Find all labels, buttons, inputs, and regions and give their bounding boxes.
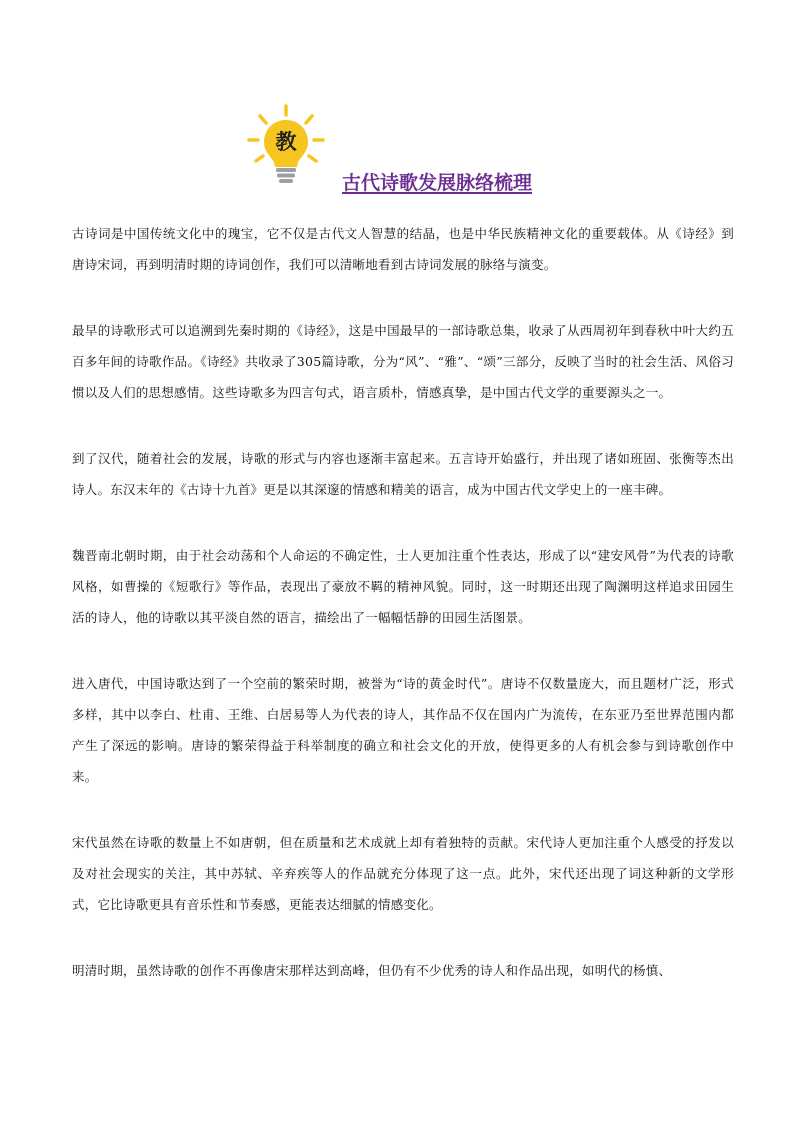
paragraph-song: 宋代虽然在诗歌的数量上不如唐朝，但在质量和艺术成就上却有着独特的贡献。宋代诗人更加注重个人感受的抒发以及对社会现实的关注，其中苏轼、辛弃疾等人的作品就充分体现了这一点。此外，宋代还出现了词这种新的文学形式，它比诗歌更具有音乐性和节奏感，更能表达细腻的情感变化。: [72, 835, 734, 912]
paragraph-wei-jin: 魏晋南北朝时期，由于社会动荡和个人命运的不确定性，士人更加注重个性表达，形成了以“建安风骨”为代表的诗歌风格，如曹操的《短歌行》等作品，表现出了豪放不羁的精神风貌。同时，这一时期还出现了陶渊明这样追求田园生活的诗人，他的诗歌以其平淡自然的语言，描绘出了一幅幅恬静的田园生活图景。: [72, 548, 734, 625]
paragraph-tang: 进入唐代，中国诗歌达到了一个空前的繁荣时期，被誉为“诗的黄金时代”。唐诗不仅数量庞大，而且题材广泛，形式多样，其中以李白、杜甫、王维、白居易等人为代表的诗人，其作品不仅在国内广为流传，在东亚乃至世界范围内都产生了深远的影响。唐诗的繁荣得益于科举制度的确立和社会文化的开放，使得更多的人有机会参与到诗歌创作中来。: [72, 676, 734, 784]
paragraph-intro: 古诗词是中国传统文化中的瑰宝，它不仅是古代文人智慧的结晶，也是中华民族精神文化的重要载体。从《诗经》到唐诗宋词，再到明清时期的诗词创作，我们可以清晰地看到古诗词发展的脉络与演变。: [72, 226, 734, 272]
paragraph-ming-qing: 明清时期，虽然诗歌的创作不再像唐宋那样达到高峰，但仍有不少优秀的诗人和作品出现，如明代的杨慎、: [72, 963, 672, 978]
teach-character: 教: [275, 130, 297, 154]
header: [246, 104, 586, 196]
paragraph-shijing: 最早的诗歌形式可以追溯到先秦时期的《诗经》，这是中国最早的一部诗歌总集，收录了从西周初年到春秋中叶大约五百多年间的诗歌作品。《诗经》共收录了305篇诗歌，分为“风”、“雅”、“颂”三部分，反映了当时的社会生活、风俗习惯以及人们的思想感情。这些诗歌多为四言句式，语言质朴，情感真挚，是中国古代文学的重要源头之一。: [72, 323, 734, 400]
page-title: 古代诗歌发展脉络梳理: [342, 172, 533, 194]
paragraph-han: 到了汉代，随着社会的发展，诗歌的形式与内容也逐渐丰富起来。五言诗开始盛行，并出现了诸如班固、张衡等杰出诗人。东汉末年的《古诗十九首》更是以其深邃的情感和精美的语言，成为中国古代文学史上的一座丰碑。: [72, 451, 734, 497]
article-body: [72, 218, 734, 986]
